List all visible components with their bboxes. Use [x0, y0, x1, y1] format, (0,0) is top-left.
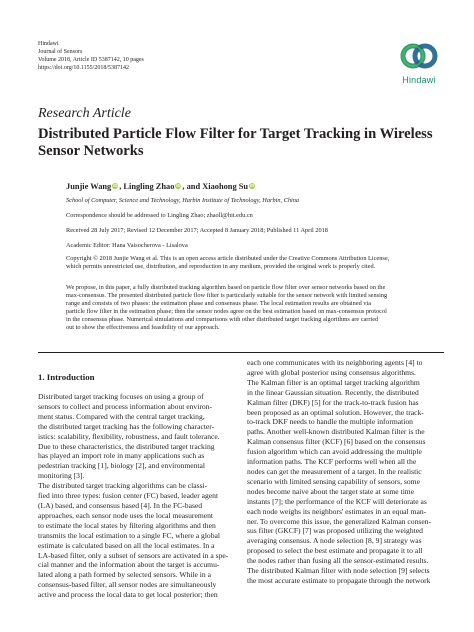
- body-line: ner. To overcome this issue, the generalized Kalman consen-: [247, 516, 432, 526]
- body-line: approaches, each sensor node uses the local measurement: [38, 510, 214, 520]
- body-line: sus filter (GKCF) [7] was proposed utilizing the weighted: [247, 526, 423, 536]
- affiliation: School of Computer, Science and Technology, Harbin Institute of Technology, Harbin, China: [66, 197, 300, 204]
- abstract-line: out to show the effectiveness and feasibility of our approach.: [66, 324, 220, 331]
- body-line: consensus-based filter, all sensor nodes are simultaneously: [38, 580, 217, 590]
- section-divider: [38, 352, 444, 353]
- license-statement: [66, 255, 444, 271]
- body-line: transmits the local estimation to a single FC, where a global: [38, 530, 221, 540]
- body-line: scenario with limited sensing capability of sensors, some: [247, 476, 420, 486]
- author-list: [66, 182, 256, 191]
- body-line: lated along a path formed by selected sensors. While in a: [38, 570, 211, 580]
- abstract-line: range and consists of two phases: the estimation phase and consensus phase. The local estimation results are obtained via: [66, 300, 372, 307]
- correspondence: Correspondence should be addressed to Lingling Zhao; zhaoll@hit.edu.cn: [66, 212, 253, 219]
- body-line: Kalman filter (DKF) [5] for the track-to-track fusion has: [247, 397, 419, 407]
- academic-editor: Academic Editor: Hana Vaisocherova - Lisalova: [66, 242, 188, 249]
- body-line: Kalman consensus filter (KCF) [6] based on the consensus: [247, 437, 426, 447]
- license-line: Copyright © 2018 Junjie Wang et al. This is an open access article distributed under the Creative Commons Attribution License,: [66, 255, 390, 262]
- body-line: information paths. The KCF performs well when all the: [247, 457, 417, 467]
- doi-link[interactable]: https://doi.org/10.1155/2018/5387142: [38, 65, 130, 71]
- body-line: the nodes rather than fusing all the sensor-estimated results.: [247, 556, 429, 566]
- body-line: pedestrian tracking [1], biology [2], and environmental: [38, 461, 206, 471]
- author-name[interactable]: Xiaohong Su: [202, 182, 249, 191]
- body-line: nodes become naive about the target state at some time: [247, 486, 415, 496]
- orcid-icon[interactable]: iD: [249, 183, 255, 188]
- body-line: the most accurate estimate to propagate through the network: [247, 575, 431, 585]
- body-line: fusion algorithm which can avoid addressing the multiple: [247, 447, 422, 457]
- body-line: nodes can get the measurement of a target. In the realistic: [247, 466, 422, 476]
- body-line: monitoring [3].: [38, 471, 85, 481]
- body-line: has played an import role in many applications such as: [38, 451, 205, 461]
- hindawi-rings-icon: [400, 38, 438, 74]
- body-line: each node weighs its neighbors' estimates in an equal man-: [247, 506, 427, 516]
- author-separator: , and: [182, 182, 203, 191]
- abstract-line: particle flow filter in the estimation phase; then the sensor nodes agree on the best estimation based on max-consensus protocol: [66, 308, 387, 315]
- publisher-name: Hindawi: [38, 41, 59, 47]
- abstract: [66, 284, 446, 332]
- article-title: Distributed Particle Flow Filter for Target Tracking in Wireless Sensor Networks: [38, 126, 433, 159]
- body-column-right: [247, 358, 445, 586]
- body-line: averaging consensus. A node selection [8, 9] strategy was: [247, 536, 422, 546]
- body-line: to-track DKF needs to handle the multiple information: [247, 417, 413, 427]
- body-line: the distributed target tracking has the following character-: [38, 421, 215, 431]
- logo-wordmark: Hindawi: [402, 75, 436, 85]
- body-line: in the linear Gaussian situation. Recently, the distributed: [247, 387, 419, 397]
- body-line: proposed to select the best estimate and propagate it to all: [247, 546, 423, 556]
- body-line: agree with global posterior using consensus algorithms.: [247, 367, 416, 377]
- body-line: Distributed target tracking focuses on using a group of: [38, 392, 204, 401]
- license-line: which permits unrestricted use, distribution, and reproduction in any medium, provided the original work is properly cited.: [66, 263, 376, 270]
- abstract-line: We propose, in this paper, a fully distributed tracking algorithm based on particle flow filter over sensor networks based on the: [66, 284, 386, 291]
- body-line: LA-based filter, only a subset of sensors are activated in a spe-: [38, 550, 229, 560]
- body-line: active and process the local data to get local posterior; then: [38, 590, 218, 600]
- hindawi-logo: [396, 38, 442, 86]
- body-line: to estimate the local states by filtering algorithms and then: [38, 520, 216, 530]
- abstract-line: max-consensus. The presented distributed particle flow filter is particularly suitable for the sensor network with limited sensing: [66, 292, 388, 299]
- body-line: paths. Another well-known distributed Kalman filter is the: [247, 427, 425, 437]
- volume-info: Volume 2018, Article ID 5387142, 10 pages: [38, 57, 144, 63]
- author-separator: ,: [119, 182, 124, 191]
- body-line: The distributed target tracking algorithms can be classi-: [38, 481, 208, 491]
- orcid-icon[interactable]: iD: [112, 183, 118, 188]
- orcid-icon[interactable]: iD: [176, 183, 181, 188]
- journal-name: Journal of Sensors: [38, 49, 83, 55]
- section-heading: 1. Introduction: [38, 372, 95, 382]
- journal-meta: [38, 40, 144, 72]
- body-line: each one communicates with its neighboring agents [4] to: [247, 358, 423, 367]
- body-line: sensors to collect and process information about environ-: [38, 401, 212, 411]
- body-line: been proposed as an optimal solution. However, the track-: [247, 407, 424, 417]
- article-type: Research Article: [38, 106, 131, 121]
- body-line: The Kalman filter is an optimal target tracking algorithm: [247, 377, 420, 387]
- body-line: istics: scalability, flexibility, robustness, and fault tolerance.: [38, 431, 220, 441]
- body-line: cial manner and the information about the target is accumu-: [38, 560, 220, 570]
- author-name[interactable]: Lingling Zhao: [123, 182, 175, 191]
- body-line: estimate is calculated based on all the local estimates. In a: [38, 540, 215, 550]
- body-line: fied into three types: fusion center (FC) based, leader agent: [38, 491, 219, 501]
- abstract-line: in the consensus phase. Numerical simulations and comparisons with other distributed target tracking algorithms are carried: [66, 316, 379, 323]
- body-line: The distributed Kalman filter with node selection [9] selects: [247, 566, 430, 576]
- body-line: instants [7]; the performance of the KCF will deteriorate as: [247, 496, 427, 506]
- body-line: Due to these characteristics, the distributed target tracking: [38, 441, 215, 451]
- publication-dates: Received 28 July 2017; Revised 12 December 2017; Accepted 8 January 2018; Published 11 April 2018: [66, 227, 328, 234]
- body-line: ment status. Compared with the central target tracking,: [38, 411, 205, 421]
- author-name[interactable]: Junjie Wang: [66, 182, 112, 191]
- body-column-left: [38, 392, 234, 600]
- body-line: (LA) based, and consensus based [4]. In the FC-based: [38, 500, 203, 510]
